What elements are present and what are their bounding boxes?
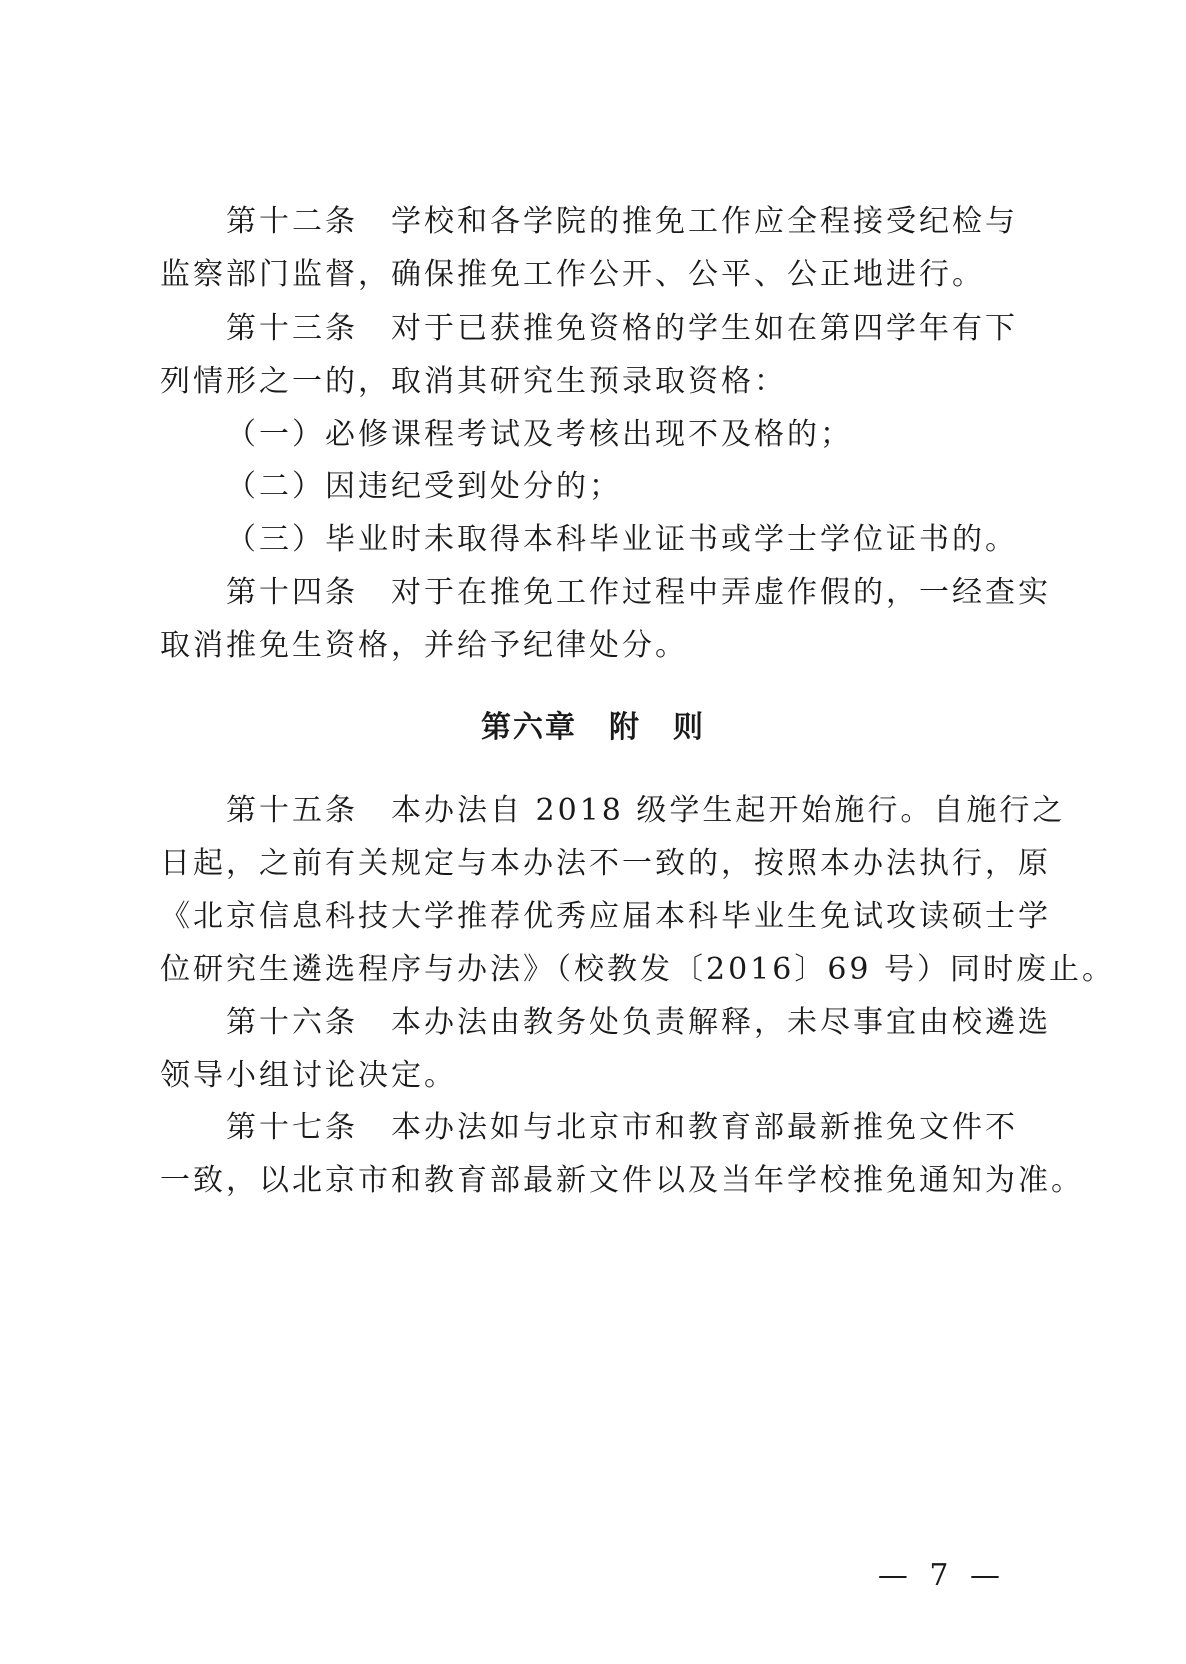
article-13-line-2: 列情形之一的，取消其研究生预录取资格： (160, 364, 787, 399)
article-15-line-2: 日起，之前有关规定与本办法不一致的，按照本办法执行，原 (160, 846, 1051, 881)
article-17-line-1: 第十七条 本办法如与北京市和教育部最新推免文件不 (226, 1110, 1018, 1145)
chapter-title: 第六章 附 则 (481, 710, 705, 745)
article-15-line-4: 位研究生遴选程序与办法》（校教发〔2016〕69 号）同时废止。 (160, 952, 1116, 987)
article-13-item-3: （三）毕业时未取得本科毕业证书或学士学位证书的。 (226, 522, 1018, 557)
article-12-line-2: 监察部门监督，确保推免工作公开、公平、公正地进行。 (160, 257, 985, 292)
article-13-item-2: （二）因违纪受到处分的； (226, 469, 622, 504)
article-13-item-1: （一）必修课程考试及考核出现不及格的； (226, 417, 853, 452)
page-number: — 7 — (877, 1558, 1006, 1593)
article-17-line-2: 一致，以北京市和教育部最新文件以及当年学校推免通知为准。 (160, 1163, 1084, 1198)
article-15-line-1: 第十五条 本办法自 2018 级学生起开始施行。自施行之 (226, 793, 1066, 828)
article-16-line-1: 第十六条 本办法由教务处负责解释，未尽事宜由校遴选 (226, 1005, 1051, 1040)
article-15-line-3: 《北京信息科技大学推荐优秀应届本科毕业生免试攻读硕士学 (160, 899, 1051, 934)
article-13-line-1: 第十三条 对于已获推免资格的学生如在第四学年有下 (226, 311, 1018, 346)
article-12-line-1: 第十二条 学校和各学院的推免工作应全程接受纪检与 (226, 204, 1018, 239)
article-16-line-2: 领导小组讨论决定。 (160, 1058, 457, 1093)
article-14-line-1: 第十四条 对于在推免工作过程中弄虚作假的，一经查实 (226, 575, 1051, 610)
article-14-line-2: 取消推免生资格，并给予纪律处分。 (160, 628, 688, 663)
